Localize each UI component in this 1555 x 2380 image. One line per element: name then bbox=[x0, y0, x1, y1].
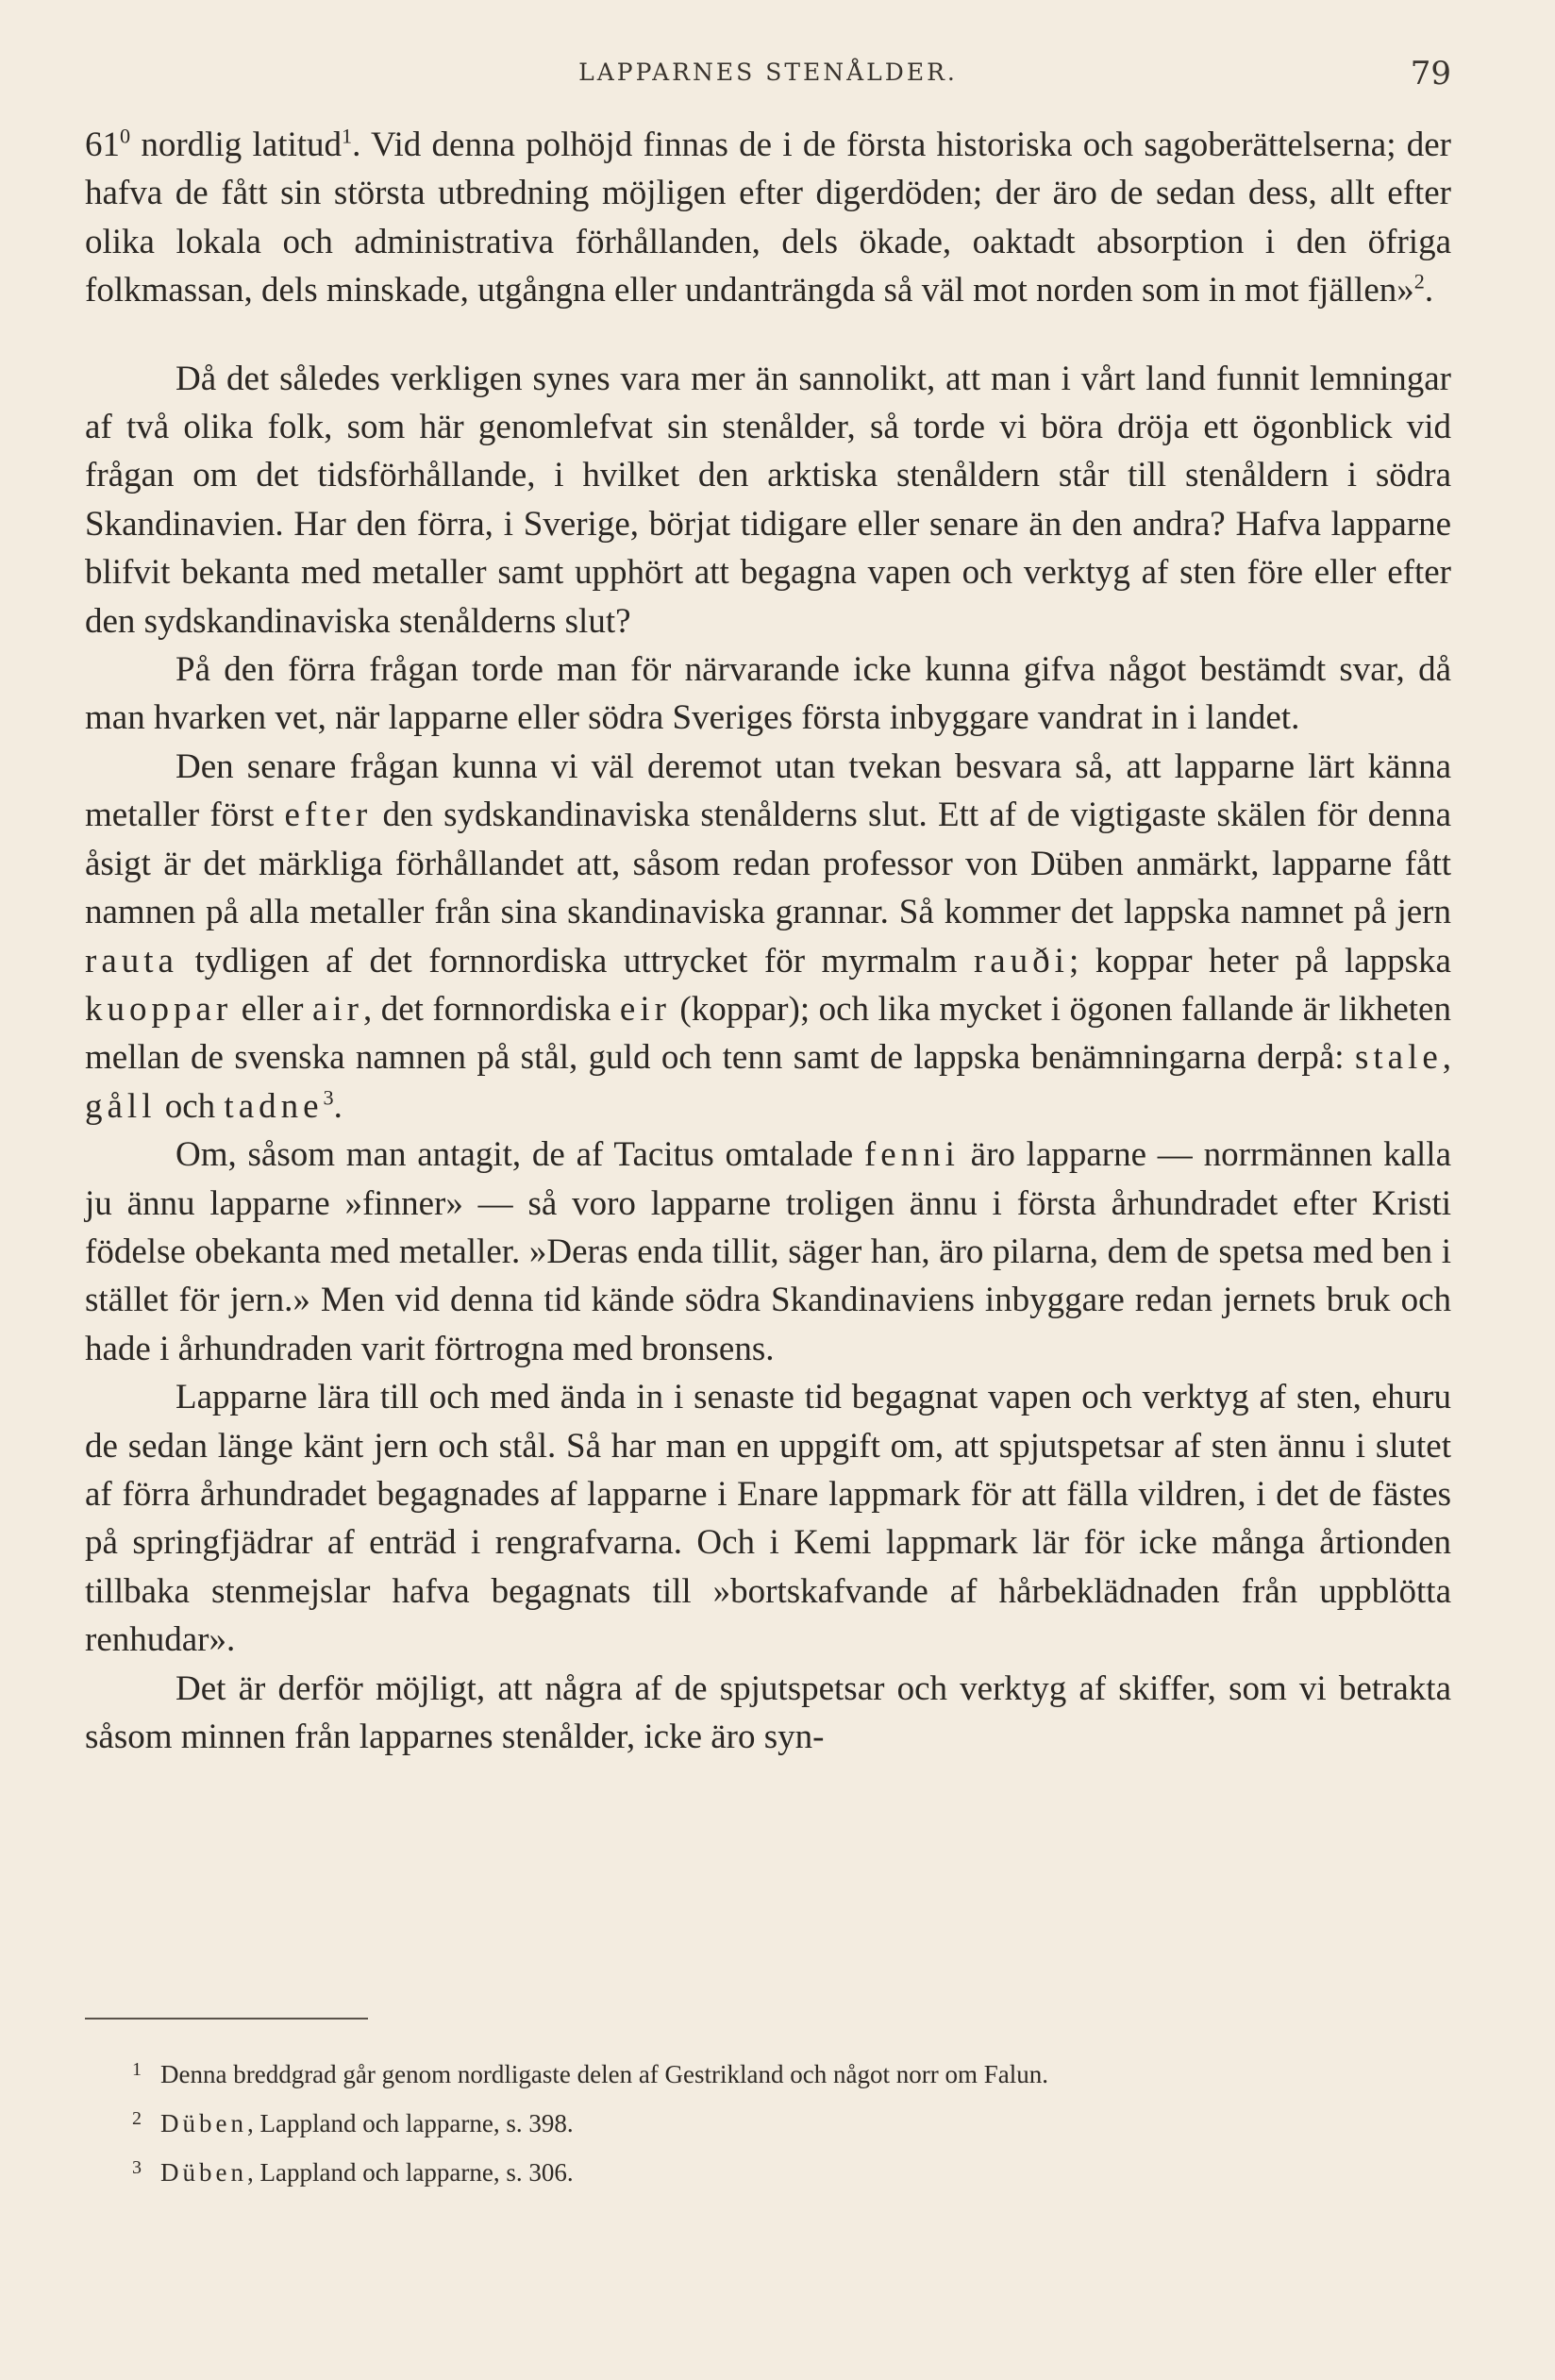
footnote-ref-2: 2 bbox=[1413, 269, 1425, 293]
page-header bbox=[85, 55, 1451, 106]
footnote-3: 3 Düben, Lappland och lapparne, s. 306. bbox=[132, 2157, 574, 2187]
footnote-ref-1: 1 bbox=[342, 124, 353, 148]
footnote-2: 2 Düben, Lappland och lapparne, s. 398. bbox=[132, 2108, 574, 2137]
page-number: 79 bbox=[1410, 55, 1451, 92]
body-text bbox=[85, 121, 1451, 1761]
paragraph-7: Det är derför möjligt, att några af de spjutspetsar och verktyg af skiffer, som vi betrakta såsom minnen från lapparnes stenålder, icke äro syn- bbox=[85, 1668, 1451, 1756]
paragraph-1: $61^0$ nordlig latitud$^1$. Vid denna polhöjd finnas de i de första historiska och sagoberättelserna; der hafva de fått sin största utbredning möjligen efter digerdöden; der äro de sedan dess, allt efter olika lokala och administrativa förhållanden, dels ökade, oaktadt absorption i den öfriga folkmassan, dels minskade, utgångna eller undanträngda så väl mot norden som in mot fjällen»$^2$. bbox=[85, 124, 1451, 310]
paragraph-2: Då det således verkligen synes vara mer än sannolikt, att man i vårt land funnit lemningar af två olika folk, som här genomlefvat sin stenålder, så torde vi böra dröja ett ögonblick vid frågan om det tidsförhållande, i hvilket den arktiska stenåldern står till stenåldern i södra Skandinavien. Har den förra, i Sverige, börjat tidigare eller senare än den andra? Hafva lapparne blifvit bekanta med metaller samt upphört att begagna vapen och verktyg af sten före eller efter den sydskandinaviska stenålderns slut? bbox=[85, 359, 1451, 641]
footnote-1: 1 Denna breddgrad går genom nordligaste delen af Gestrikland och något norr om Falun. bbox=[132, 2059, 1048, 2088]
footnotes bbox=[132, 2048, 1453, 2195]
running-title: LAPPARNES STENÅLDER. bbox=[578, 59, 958, 86]
paragraph-5: Om, såsom man antagit, de af Tacitus omtalade fenni äro lapparne — norrmännen kalla ju ännu lapparne »finner» — så voro lapparne troligen ännu i första århundradet efter Kristi födelse obekanta med metaller. »Deras enda tillit, säger han, äro pilarna, dem de spetsa med ben i stället för jern.» Men vid denna tid kände södra Skandinaviens inbyggare redan jernets bruk och hade i århundraden varit förtrogna med bronsens. bbox=[85, 1135, 1451, 1368]
footnote-divider bbox=[85, 2018, 368, 2020]
paragraph-3: På den förra frågan torde man för närvarande icke kunna gifva något bestämdt svar, då man hvarken vet, när lapparne eller södra Sveriges första inbyggare vandrat in i landet. bbox=[85, 650, 1451, 738]
paragraph-6: Lapparne lära till och med ända in i senaste tid begagnat vapen och verktyg af sten, ehuru de sedan länge känt jern och stål. Så har man en uppgift om, att spjutspetsar af sten ännu i slutet af förra århundradet begagnades af lapparne i Enare lappmark för att fälla vildren, i det de fästes på springfjädrar af enträd i rengrafvarna. Och i Kemi lappmark lär för icke många årtionden tillbaka stenmejslar hafva begagnats till »bortskafvande af hårbeklädnaden från uppblötta renhudar». bbox=[85, 1378, 1451, 1660]
footnote-ref-3: 3 bbox=[323, 1085, 334, 1110]
paragraph-4: Den senare frågan kunna vi väl deremot utan tvekan besvara så, att lapparne lärt känna metaller först efter den sydskandinaviska stenålderns slut. Ett af de vigtigaste skälen för denna åsigt är det märkliga förhållandet att, såsom redan professor von Düben anmärkt, lapparne fått namnen på alla metaller från sina skandinaviska grannar. Så kommer det lappska namnet på jern rauta tydligen af det fornnordiska uttrycket för myrmalm rauði; koppar heter på lappska kuoppar eller air, det fornnordiska eir (koppar); och lika mycket i ögonen fallande är likheten mellan de svenska namnen på stål, guld och tenn samt de lappska benämningarna derpå: stale, gåll och tadne$^3$. bbox=[85, 746, 1451, 1126]
